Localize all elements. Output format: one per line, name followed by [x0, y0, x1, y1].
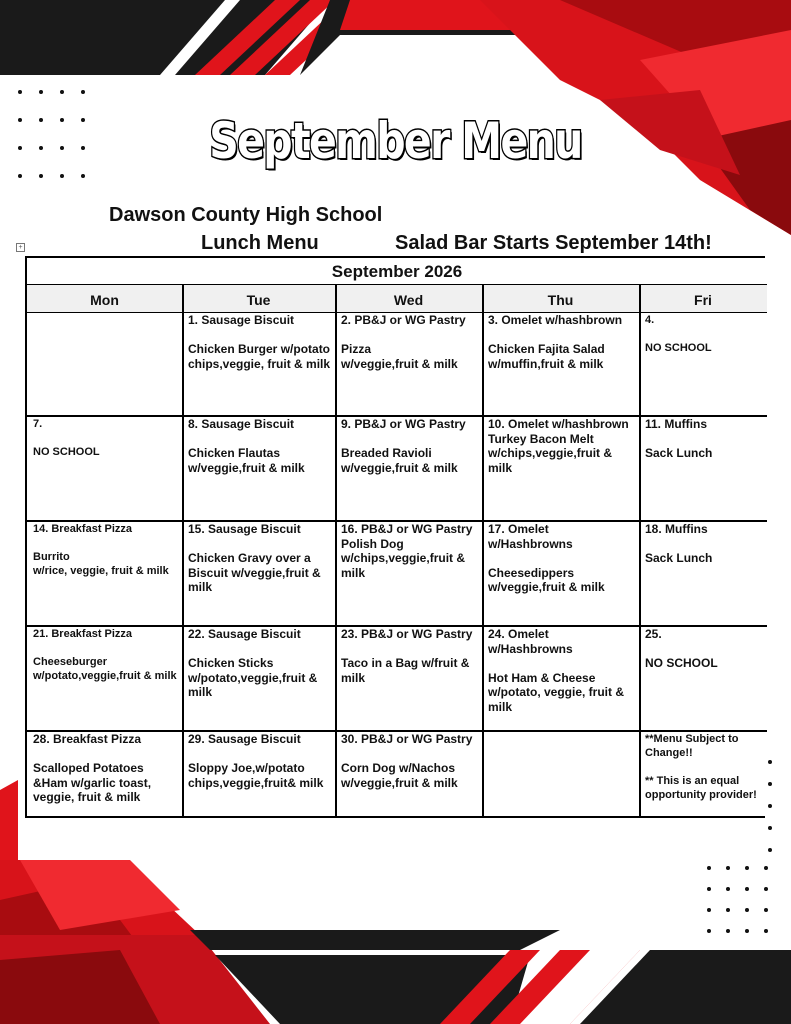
menu-cell-text: 9. PB&J or WG Pastry Breaded Ravioli w/veggie,fruit & milk	[341, 417, 466, 475]
menu-cell-text: 30. PB&J or WG Pastry Corn Dog w/Nachos w/veggie,fruit & milk	[341, 732, 473, 790]
menu-cell-text: 21. Breakfast Pizza Cheeseburger w/potato,veggie,fruit & milk	[33, 628, 177, 682]
menu-cell-text: 17. Omelet w/Hashbrowns Cheesedippers w/veggie,fruit & milk	[488, 522, 605, 594]
decorative-dots	[768, 760, 772, 852]
menu-cell	[482, 417, 639, 520]
announcement: Salad Bar Starts September 14th!	[395, 232, 712, 254]
menu-cell	[335, 313, 482, 415]
decorative-dots	[707, 866, 768, 933]
menu-cell-text: 8. Sausage Biscuit Chicken Flautas w/veggie,fruit & milk	[188, 417, 305, 475]
menu-calendar	[25, 256, 765, 818]
day-header-thu: Thu	[482, 285, 639, 313]
menu-cell-text: 3. Omelet w/hashbrown Chicken Fajita Salad w/muffin,fruit & milk	[488, 313, 623, 371]
school-name: Dawson County High School	[109, 204, 383, 226]
page-title: September Menu	[209, 112, 582, 170]
menu-cell-text: 7. NO SCHOOL	[33, 418, 100, 458]
menu-cell	[482, 627, 639, 730]
menu-cell	[27, 417, 182, 520]
menu-cell	[639, 732, 767, 818]
menu-cell-text: 16. PB&J or WG Pastry Polish Dog w/chips,veggie,fruit & milk	[341, 522, 473, 580]
day-header-mon: Mon	[27, 285, 182, 313]
menu-cell	[27, 313, 182, 415]
menu-cell-text: 18. Muffins Sack Lunch	[645, 522, 713, 565]
menu-cell	[335, 417, 482, 520]
day-header-fri: Fri	[639, 285, 767, 313]
menu-cell	[182, 522, 335, 625]
menu-cell-text: 23. PB&J or WG Pastry Taco in a Bag w/fruit & milk	[341, 627, 473, 685]
day-header-wed: Wed	[335, 285, 482, 313]
menu-cell-text: 25. NO SCHOOL	[645, 627, 718, 670]
menu-cell	[27, 627, 182, 730]
menu-cell	[335, 627, 482, 730]
menu-cell-text: 22. Sausage Biscuit Chicken Sticks w/potato,veggie,fruit & milk	[188, 627, 318, 699]
menu-cell-text: 10. Omelet w/hashbrown Turkey Bacon Melt w/chips,veggie,fruit & milk	[488, 417, 629, 475]
menu-cell-text: **Menu Subject to Change!! ** This is an equal opportunity provider!	[645, 733, 757, 801]
menu-cell-text: 29. Sausage Biscuit Sloppy Joe,w/potato chips,veggie,fruit& milk	[188, 732, 324, 790]
menu-cell	[27, 522, 182, 625]
day-header-tue: Tue	[182, 285, 335, 313]
menu-cell-text: 14. Breakfast Pizza Burrito w/rice, veggie, fruit & milk	[33, 523, 169, 577]
menu-cell	[182, 627, 335, 730]
menu-cell	[482, 732, 639, 818]
menu-cell-text: 28. Breakfast Pizza Scalloped Potatoes &Ham w/garlic toast, veggie, fruit & milk	[33, 732, 152, 804]
menu-label: Lunch Menu	[201, 232, 319, 254]
menu-cell	[182, 732, 335, 818]
menu-cell	[482, 313, 639, 415]
menu-cell	[482, 522, 639, 625]
menu-cell-text: 2. PB&J or WG Pastry Pizza w/veggie,fruit & milk	[341, 313, 466, 371]
menu-cell	[639, 522, 767, 625]
menu-cell	[335, 732, 482, 818]
menu-cell-text: 4. NO SCHOOL	[645, 314, 712, 354]
menu-cell	[639, 417, 767, 520]
menu-cell	[27, 732, 182, 818]
menu-cell	[639, 627, 767, 730]
menu-cell-text: 15. Sausage Biscuit Chicken Gravy over a Biscuit w/veggie,fruit & milk	[188, 522, 321, 594]
menu-cell-text: 11. Muffins Sack Lunch	[645, 417, 713, 460]
menu-cell	[335, 522, 482, 625]
menu-cell	[639, 313, 767, 415]
menu-cell	[182, 417, 335, 520]
menu-cell-text: 24. Omelet w/Hashbrowns Hot Ham & Cheese w/potato, veggie, fruit & milk	[488, 627, 625, 714]
calendar-month: September 2026	[27, 258, 767, 285]
menu-cell	[182, 313, 335, 415]
table-anchor-icon: +	[16, 243, 25, 252]
menu-cell-text: 1. Sausage Biscuit Chicken Burger w/potato chips,veggie, fruit & milk	[188, 313, 331, 371]
